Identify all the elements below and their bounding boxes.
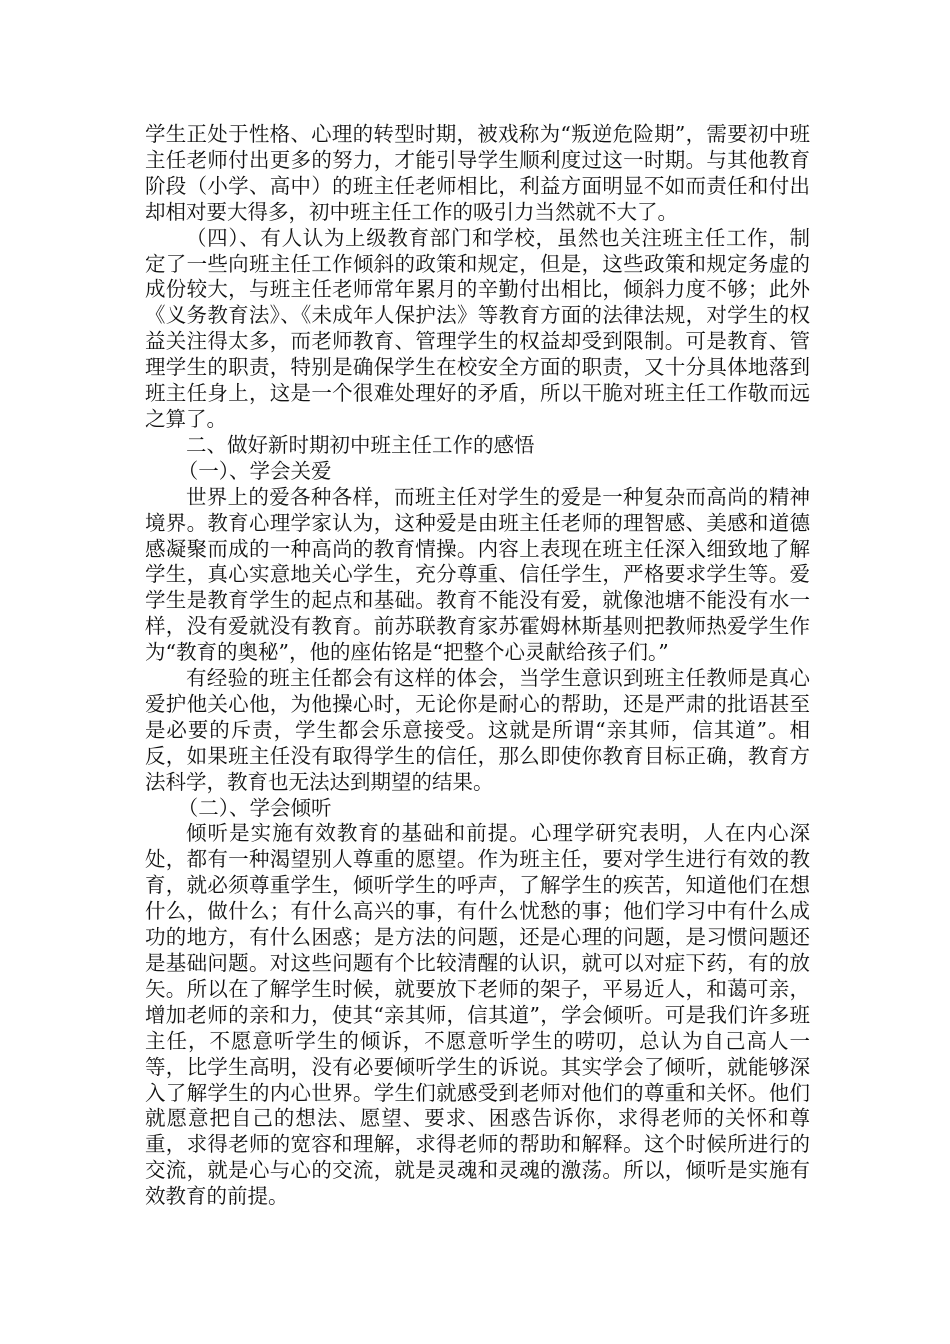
subsection-heading-two: （二）、学会倾听 xyxy=(177,795,332,820)
paragraph-intro-continuation: 学生正处于性格、心理的转型时期，被戏称为“叛逆危险期”，需要初中班主任老师付出更多的努力，才能引导学生顺利度过这一时期。与其他教育阶段（小学、高中）的班主任老师相比，利益方面明显不如而责任和付出却相对要大得多，初中班主任工作的吸引力当然就不大了。 xyxy=(145,122,810,224)
paragraph-point-four: （四）、有人认为上级教育部门和学校，虽然也关注班主任工作，制定了一些向班主任工作倾斜的政策和规定，但是，这些政策和规定务虚的成份较大，与班主任老师常年累月的辛勤付出相比，倾斜力度不够；此外《义务教育法》、《未成年人保护法》等教育方面的法律法规，对学生的权益关注得太多，而老师教育、管理学生的权益却受到限制。可是教育、管理学生的职责，特别是确保学生在校安全方面的职责，又十分具体地落到班主任身上，这是一个很难处理好的矛盾，所以干脆对班主任工作敬而远之算了。 xyxy=(145,225,810,431)
paragraph-listening: 倾听是实施有效教育的基础和前提。心理学研究表明，人在内心深处，都有一种渴望别人尊重的愿望。作为班主任，要对学生进行有效的教育，就必须尊重学生，倾听学生的呼声，了解学生的疾苦，知道他们在想什么，做什么；有什么高兴的事，有什么忧愁的事；他们学习中有什么成功的地方，有什么困惑；是方法的问题，还是心理的问题，是习惯问题还是基础问题。对这些问题有个比较清醒的认识，就可以对症下药，有的放矢。所以在了解学生时候，就要放下老师的架子，平易近人，和蔼可亲，增加老师的亲和力，使其“亲其师，信其道”，学会倾听。可是我们许多班主任，不愿意听学生的倾诉，不愿意听学生的唠叨，总认为自己高人一等，比学生高明，没有必要倾听学生的诉说。其实学会了倾听，就能够深入了解学生的内心世界。学生们就感受到老师对他们的尊重和关怀。他们就愿意把自己的想法、愿望、要求、困惑告诉你，求得老师的关怀和尊重，求得老师的宽容和理解，求得老师的帮助和解释。这个时候所进行的交流，就是心与心的交流，就是灵魂和灵魂的激荡。所以，倾听是实施有效教育的前提。 xyxy=(145,821,810,1209)
section-heading-two: 二、做好新时期初中班主任工作的感悟 xyxy=(186,432,535,457)
document-body xyxy=(145,122,810,1210)
subsection-heading-one: （一）、学会关爱 xyxy=(177,458,332,483)
paragraph-experience: 有经验的班主任都会有这样的体会，当学生意识到班主任教师是真心爱护他关心他，为他操心时，无论你是耐心的帮助，还是严肃的批语甚至是必要的斥责，学生都会乐意接受。这就是所谓“亲其师，信其道”。相反，如果班主任没有取得学生的信任，那么即使你教育目标正确，教育方法科学，教育也无法达到期望的结果。 xyxy=(145,666,810,794)
paragraph-love: 世界上的爱各种各样，而班主任对学生的爱是一种复杂而高尚的精神境界。教育心理学家认为，这种爱是由班主任老师的理智感、美感和道德感凝聚而成的一种高尚的教育情操。内容上表现在班主任深入细致地了解学生，真心实意地关心学生，充分尊重、信任学生，严格要求学生等。爱学生是教育学生的起点和基础。教育不能没有爱，就像池塘不能没有水一样，没有爱就没有教育。前苏联教育家苏霍姆林斯基则把教师热爱学生作为“教育的奥秘”，他的座佑铭是“把整个心灵献给孩子们。” xyxy=(145,484,810,665)
